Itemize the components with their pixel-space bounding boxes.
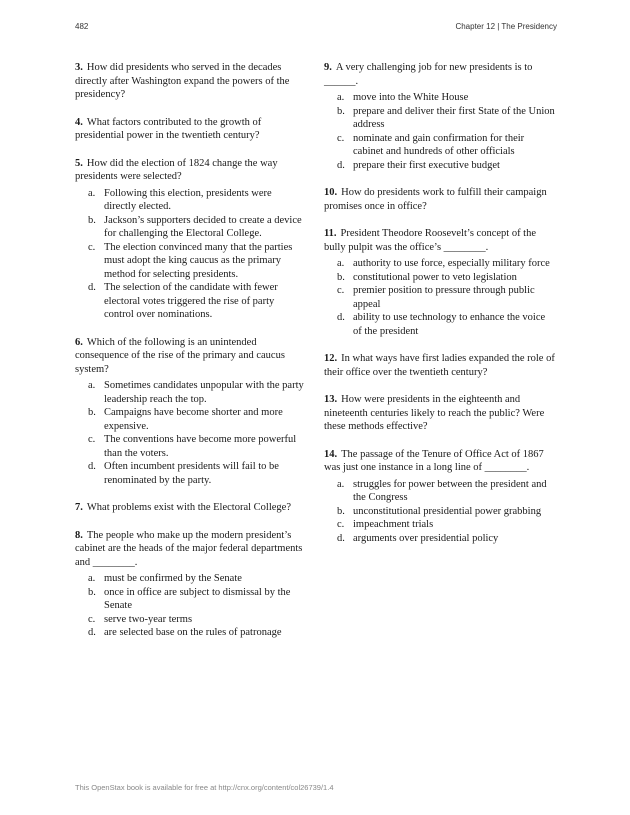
- option-letter: a.: [337, 92, 345, 103]
- option-text: Following this election, presidents were directly elected.: [104, 187, 272, 212]
- answer-option: [75, 433, 305, 460]
- answer-options: [75, 379, 305, 487]
- answer-option: [75, 613, 305, 627]
- option-letter: a.: [337, 478, 345, 490]
- option-text: are selected base on the rules of patronage: [104, 627, 282, 638]
- answer-option: [75, 586, 305, 613]
- question-3: [75, 61, 305, 102]
- question-10: [324, 186, 556, 213]
- answer-options: [324, 257, 556, 338]
- question-text: What problems exist with the Electoral College?: [86, 502, 291, 513]
- question-text: The passage of the Tenure of Office Act of 1867 was just one instance in a long line of ________.: [324, 448, 544, 473]
- answer-option: [75, 281, 305, 322]
- option-text: constitutional power to veto legislation: [353, 271, 517, 283]
- answer-option: [324, 478, 556, 505]
- answer-option: [324, 159, 556, 173]
- question-text: How do presidents work to fulfill their campaign promises once in office?: [324, 187, 547, 212]
- footer-note: This OpenStax book is available for free at http://cnx.org/content/col26739/1.4: [75, 783, 334, 792]
- answer-option: [324, 91, 556, 105]
- question-9: [324, 61, 556, 172]
- option-letter: a.: [88, 573, 96, 584]
- option-text: Often incumbent presidents will fail to be renominated by the party.: [104, 461, 279, 486]
- option-text: Jackson’s supporters decided to create a device for challenging the Electoral College.: [104, 214, 302, 239]
- option-letter: d.: [337, 312, 345, 323]
- option-letter: c.: [88, 613, 96, 625]
- answer-option: [75, 626, 305, 640]
- option-letter: d.: [337, 532, 345, 544]
- question-text: President Theodore Roosevelt’s concept of the bully pulpit was the office’s ________.: [324, 228, 537, 253]
- question-12: [324, 352, 556, 379]
- question-number: 7.: [75, 502, 83, 513]
- option-text: premier position to pressure through public appeal: [353, 285, 535, 310]
- question-8: [75, 529, 305, 640]
- answer-option: [75, 572, 305, 586]
- option-letter: b.: [337, 505, 345, 517]
- answer-option: [324, 132, 556, 159]
- option-letter: d.: [88, 282, 96, 293]
- option-letter: c.: [337, 285, 345, 296]
- question-number: 4.: [75, 116, 83, 128]
- question-number: 9.: [324, 62, 332, 73]
- option-letter: a.: [337, 258, 345, 269]
- right-column: [324, 61, 556, 559]
- option-text: nominate and gain confirmation for their cabinet and hundreds of other officials: [353, 132, 525, 157]
- question-number: 10.: [324, 187, 338, 198]
- page-number: 482: [75, 22, 89, 31]
- option-letter: b.: [88, 214, 96, 226]
- question-text: A very challenging job for new presidents is to ______.: [324, 62, 533, 87]
- answer-options: [75, 187, 305, 322]
- option-text: serve two-year terms: [104, 613, 193, 625]
- chapter-title: Chapter 12 | The Presidency: [455, 22, 557, 31]
- option-text: Sometimes candidates unpopular with the party leadership reach the top.: [104, 380, 304, 405]
- question-5: [75, 157, 305, 322]
- answer-option: [324, 105, 556, 132]
- answer-option: [324, 257, 556, 271]
- answer-option: [324, 532, 556, 546]
- question-6: [75, 336, 305, 488]
- option-text: authority to use force, especially military force: [353, 258, 550, 269]
- answer-option: [324, 284, 556, 311]
- question-number: 8.: [75, 529, 83, 541]
- option-text: impeachment trials: [353, 519, 434, 530]
- answer-option: [324, 311, 556, 338]
- answer-option: [75, 187, 305, 214]
- question-text: How did the election of 1824 change the way presidents were selected?: [75, 157, 278, 182]
- answer-options: [75, 572, 305, 640]
- option-letter: d.: [88, 627, 96, 638]
- option-letter: b.: [88, 407, 96, 418]
- answer-option: [324, 271, 556, 285]
- question-4: [75, 116, 305, 143]
- answer-option: [324, 505, 556, 519]
- option-text: ability to use technology to enhance the voice of the president: [353, 312, 546, 337]
- question-text: In what ways have first ladies expanded the role of their office over the twentieth century?: [324, 353, 555, 378]
- question-text: Which of the following is an unintended consequence of the rise of the primary and caucus system?: [75, 336, 285, 375]
- question-number: 6.: [75, 336, 83, 348]
- question-number: 14.: [324, 448, 338, 460]
- option-letter: a.: [88, 380, 96, 391]
- answer-option: [75, 214, 305, 241]
- question-11: [324, 227, 556, 338]
- option-text: The conventions have become more powerful than the voters.: [104, 434, 297, 459]
- option-letter: b.: [337, 105, 345, 117]
- option-letter: b.: [337, 271, 345, 283]
- answer-option: [75, 406, 305, 433]
- option-text: prepare and deliver their first State of the Union address: [353, 105, 555, 130]
- question-text: How were presidents in the eighteenth and nineteenth centuries likely to reach the public? Were these methods effective?: [324, 394, 545, 432]
- answer-options: [324, 91, 556, 172]
- left-column: [75, 61, 305, 654]
- option-text: unconstitutional presidential power grabbing: [353, 505, 542, 517]
- answer-options: [324, 478, 556, 546]
- answer-option: [75, 241, 305, 282]
- question-14: [324, 448, 556, 546]
- option-text: struggles for power between the president and the Congress: [353, 478, 547, 503]
- option-letter: c.: [88, 241, 96, 253]
- answer-option: [75, 460, 305, 487]
- option-text: move into the White House: [353, 92, 469, 103]
- option-letter: c.: [337, 132, 345, 144]
- option-text: The selection of the candidate with fewer electoral votes triggered the rise of party control over nominations.: [104, 282, 278, 320]
- answer-option: [324, 518, 556, 532]
- question-number: 11.: [324, 228, 337, 239]
- option-text: arguments over presidential policy: [353, 532, 499, 544]
- option-letter: d.: [88, 461, 96, 472]
- question-text: The people who make up the modern president’s cabinet are the heads of the major federal departments and ________.: [75, 529, 303, 568]
- question-number: 3.: [75, 62, 83, 73]
- option-letter: b.: [88, 586, 96, 598]
- question-number: 13.: [324, 394, 338, 405]
- answer-option: [75, 379, 305, 406]
- question-13: [324, 393, 556, 434]
- option-text: prepare their first executive budget: [353, 159, 500, 171]
- question-7: [75, 501, 305, 515]
- option-letter: a.: [88, 187, 96, 199]
- option-text: once in office are subject to dismissal by the Senate: [104, 586, 291, 611]
- option-letter: d.: [337, 159, 345, 171]
- option-letter: c.: [88, 434, 96, 445]
- question-number: 5.: [75, 157, 83, 169]
- option-text: The election convinced many that the parties must adopt the king caucus as the primary method for selecting presidents.: [104, 241, 293, 280]
- question-text: How did presidents who served in the decades directly after Washington expand the powers of the presidency?: [75, 62, 290, 100]
- question-text: What factors contributed to the growth of presidential power in the twentieth century?: [75, 116, 262, 141]
- option-letter: c.: [337, 519, 345, 530]
- option-text: must be confirmed by the Senate: [104, 573, 242, 584]
- question-number: 12.: [324, 353, 338, 364]
- option-text: Campaigns have become shorter and more expensive.: [104, 407, 283, 432]
